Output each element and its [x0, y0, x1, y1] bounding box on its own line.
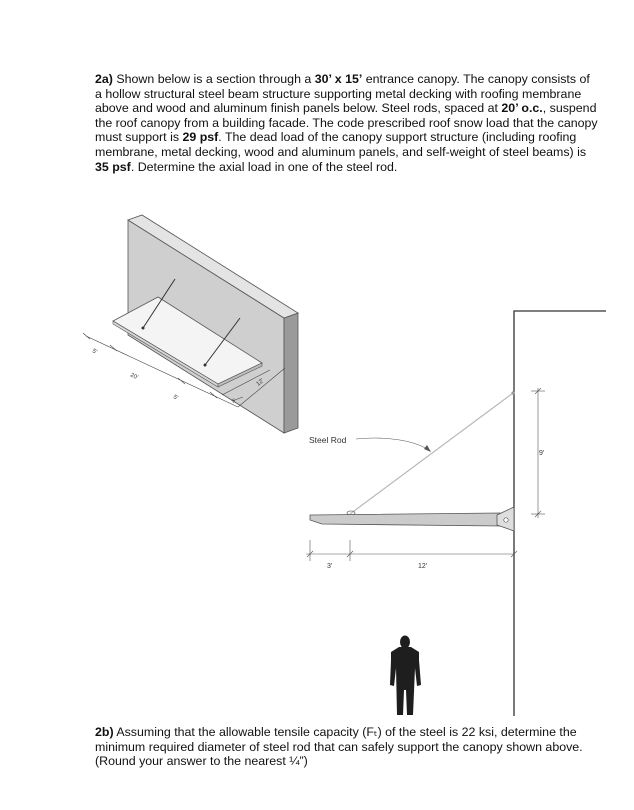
problem-2b-text-part: Assuming that the allowable tensile capacity (Fₜ) of the steel is 22 ksi, determine the minimum required diameter of steel rod that can safely support the canopy shown above. (Round your answer to the nearest ¼”) — [95, 725, 583, 769]
leader-arrowhead — [424, 445, 431, 452]
dim-3-label: 3' — [327, 563, 333, 570]
problem-2b-text — [95, 725, 600, 769]
problem-2a-text-part: Shown below is a section through a — [112, 72, 315, 86]
problem-2a-text-part: , suspend the roof canopy from a building facade. The code prescribed roof snow load that the canopy must support is — [95, 101, 598, 145]
isometric-canopy-view — [83, 215, 298, 433]
steel-rod — [350, 393, 513, 514]
iso-wall-side — [284, 313, 298, 433]
iso-dim-3: 3' — [230, 397, 238, 405]
canopy-dimensions: 30’ x 15’ — [314, 72, 363, 86]
steel-rod-label: Steel Rod — [309, 435, 347, 445]
steel-rod-leader — [356, 438, 430, 451]
canopy-section — [310, 513, 513, 526]
rod-spacing: 20’ o.c. — [501, 101, 543, 116]
iso-rod-connection — [142, 327, 145, 330]
dim-12-label: 12' — [418, 563, 428, 570]
section-canopy-view — [306, 311, 606, 716]
dead-load: 35 psf — [95, 159, 131, 174]
rod-wall-anchor — [511, 391, 514, 394]
building-facade — [514, 311, 606, 716]
iso-dim-5-left: 5' — [91, 348, 98, 356]
problem-2b-label: 2b) — [95, 725, 114, 739]
iso-dim-20: 20' — [129, 372, 139, 382]
bracket-pin — [504, 518, 508, 522]
problem-2a-text-part: entrance canopy. The canopy consists of a hollow structural steel beam structure supporting metal decking with roofing membrane above and wood and aluminum finish panels below. Steel rods, spaced at — [95, 72, 590, 116]
iso-dim-12: 12' — [255, 378, 266, 388]
problem-2a-text-part: . Determine the axial load in one of the steel rod. — [130, 159, 398, 174]
dim-horizontal-line — [306, 540, 517, 561]
snow-load: 29 psf — [182, 130, 219, 145]
person-silhouette — [390, 636, 421, 716]
iso-dim-5-right: 5' — [172, 394, 179, 402]
problem-2a-text-part: . The dead load of the canopy support structure (including roofing membrane, metal decking, wood and aluminum panels, and self-weight of steel beams) is — [95, 130, 587, 159]
problem-2a-label: 2a) — [95, 72, 113, 86]
dim-9-label: 9' — [539, 450, 545, 457]
iso-rod-connection — [204, 364, 207, 367]
